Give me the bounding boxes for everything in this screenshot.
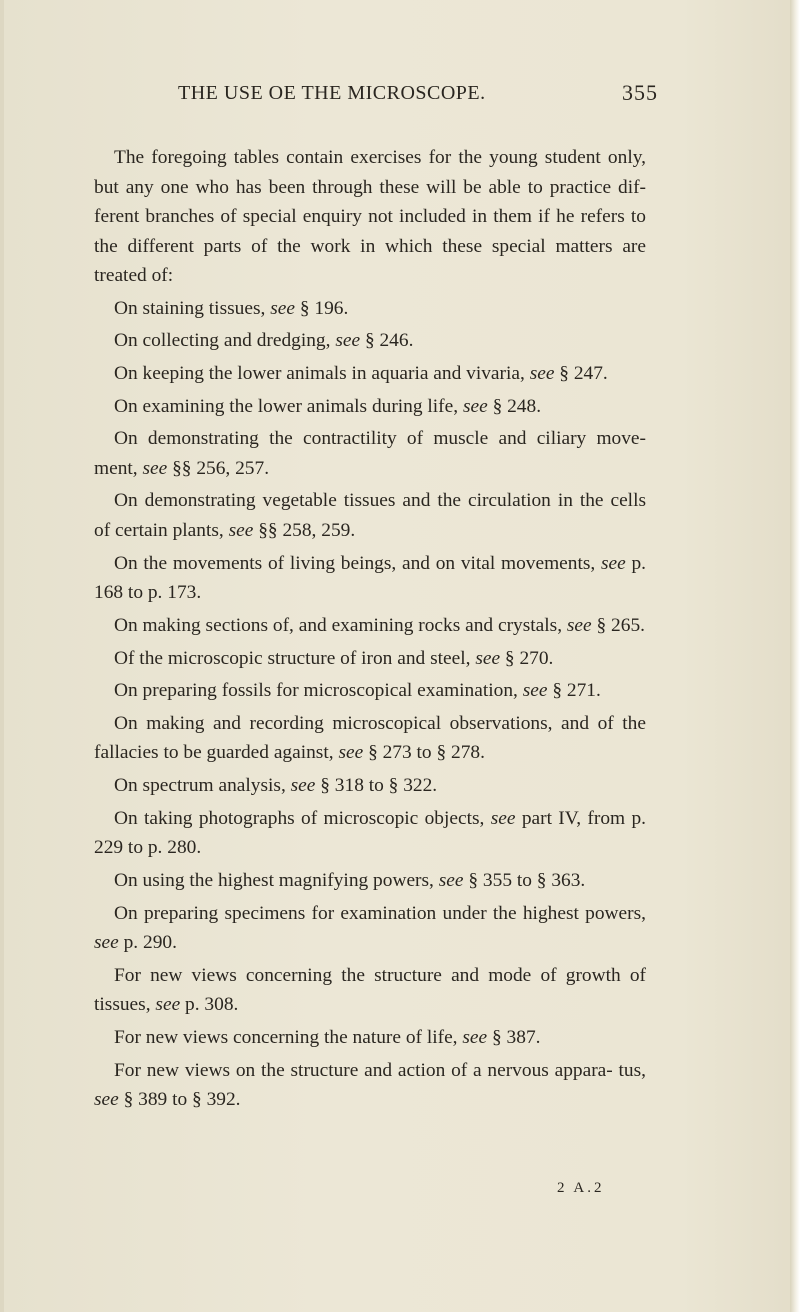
see-reference: see bbox=[475, 647, 501, 669]
entry-topic: On taking photographs of microscopic objects, bbox=[114, 807, 491, 829]
reference-entry bbox=[94, 611, 646, 641]
entry-section-ref: § 247. bbox=[554, 362, 608, 384]
page-number: 355 bbox=[622, 80, 658, 105]
reference-entry bbox=[94, 294, 646, 324]
see-reference: see bbox=[438, 869, 464, 891]
body-text bbox=[94, 143, 646, 1118]
entry-section-ref: § 355 to § 363. bbox=[463, 869, 586, 891]
page-edge bbox=[790, 0, 800, 1312]
see-reference: see bbox=[290, 775, 316, 797]
see-reference: see bbox=[529, 362, 555, 384]
entry-section-ref: § 273 to § 278. bbox=[363, 742, 485, 764]
running-head bbox=[178, 82, 658, 112]
entry-topic: For new views concerning the structure and mode of growth of tissues, bbox=[94, 964, 646, 1016]
entry-topic: On staining tissues, bbox=[114, 297, 271, 319]
reference-entry bbox=[94, 424, 646, 483]
reference-entry bbox=[94, 709, 646, 768]
see-reference: see bbox=[270, 297, 295, 319]
reference-entry bbox=[94, 771, 646, 801]
see-reference: see bbox=[94, 932, 119, 954]
see-reference: see bbox=[228, 519, 254, 541]
entry-topic: On preparing fossils for microscopical examination, bbox=[114, 680, 523, 702]
reference-entry bbox=[94, 326, 646, 356]
entry-section-ref: part IV, from p. 229 to p. 280. bbox=[94, 807, 646, 859]
reference-entry bbox=[94, 1023, 646, 1053]
entry-section-ref: p. 290. bbox=[118, 932, 177, 954]
see-reference: see bbox=[490, 807, 516, 829]
reference-entry bbox=[94, 899, 646, 958]
entry-section-ref: p. 308. bbox=[180, 994, 239, 1016]
see-reference: see bbox=[338, 742, 364, 764]
see-reference: see bbox=[142, 457, 168, 479]
entry-topic: On using the highest magnifying powers, bbox=[114, 869, 439, 891]
entry-section-ref: § 387. bbox=[487, 1027, 541, 1048]
entry-section-ref: § 389 to § 392. bbox=[118, 1089, 241, 1111]
reference-entry bbox=[94, 961, 646, 1020]
running-title: THE USE OE THE MICROSCOPE. bbox=[178, 82, 486, 104]
reference-list bbox=[94, 294, 646, 1115]
entry-section-ref: § 270. bbox=[500, 647, 554, 669]
entry-section-ref: §§ 258, 259. bbox=[253, 519, 356, 541]
entry-topic: On preparing specimens for examination under the highest powers, bbox=[114, 902, 646, 924]
entry-topic: For new views on the structure and action of a nervous appara- tus, bbox=[114, 1059, 646, 1081]
printer-signature: 2 A.2 bbox=[557, 1180, 605, 1196]
entry-topic: On examining the lower animals during life, bbox=[114, 395, 463, 417]
see-reference: see bbox=[522, 680, 548, 702]
see-reference: see bbox=[335, 330, 361, 352]
entry-topic: On demonstrating the contractility of muscle and ciliary move- ment, bbox=[94, 428, 646, 479]
reference-entry bbox=[94, 392, 646, 422]
reference-entry bbox=[94, 1056, 646, 1115]
see-reference: see bbox=[94, 1089, 119, 1111]
entry-section-ref: § 265. bbox=[591, 614, 645, 636]
entry-topic: On keeping the lower animals in aquaria and vivaria, bbox=[114, 362, 530, 384]
entry-topic: On spectrum analysis, bbox=[114, 775, 291, 797]
entry-topic: On collecting and dredging, bbox=[114, 330, 336, 352]
reference-entry bbox=[94, 866, 646, 896]
entry-topic: On making and recording microscopical observations, and of the fallacies to be guarded against, bbox=[94, 712, 646, 764]
entry-section-ref: p. 168 to p. 173. bbox=[94, 552, 646, 604]
entry-topic: On making sections of, and examining rocks and crystals, bbox=[114, 614, 567, 636]
intro-paragraph: The foregoing tables contain exercises for the young student only, but any one who has been through these will be able to practice dif- ferent branches of special enquiry not included in them if he refers to the different parts of the work in which these special matters are treated of: bbox=[94, 147, 646, 286]
entry-section-ref: §§ 256, 257. bbox=[167, 457, 270, 479]
see-reference: see bbox=[566, 614, 592, 636]
reference-entry bbox=[94, 359, 646, 389]
reference-entry bbox=[94, 486, 646, 545]
see-reference: see bbox=[600, 552, 626, 574]
reference-entry bbox=[94, 804, 646, 863]
see-reference: see bbox=[155, 994, 181, 1016]
entry-topic: For new views concerning the nature of life, bbox=[114, 1027, 463, 1048]
reference-entry bbox=[94, 644, 646, 674]
see-reference: see bbox=[462, 1027, 488, 1048]
entry-section-ref: § 271. bbox=[547, 680, 601, 702]
entry-topic: On the movements of living beings, and on vital movements, bbox=[114, 552, 601, 574]
entry-topic: Of the microscopic structure of iron and steel, bbox=[114, 647, 476, 669]
reference-entry bbox=[94, 676, 646, 706]
page-gutter-shadow bbox=[0, 0, 4, 1312]
entry-section-ref: § 246. bbox=[360, 330, 414, 352]
entry-topic: On demonstrating vegetable tissues and the circulation in the cells of certain plants, bbox=[94, 490, 646, 541]
entry-section-ref: § 318 to § 322. bbox=[315, 775, 438, 797]
see-reference: see bbox=[462, 395, 488, 417]
reference-entry bbox=[94, 549, 646, 608]
entry-section-ref: § 196. bbox=[294, 297, 349, 319]
entry-section-ref: § 248. bbox=[487, 395, 542, 417]
